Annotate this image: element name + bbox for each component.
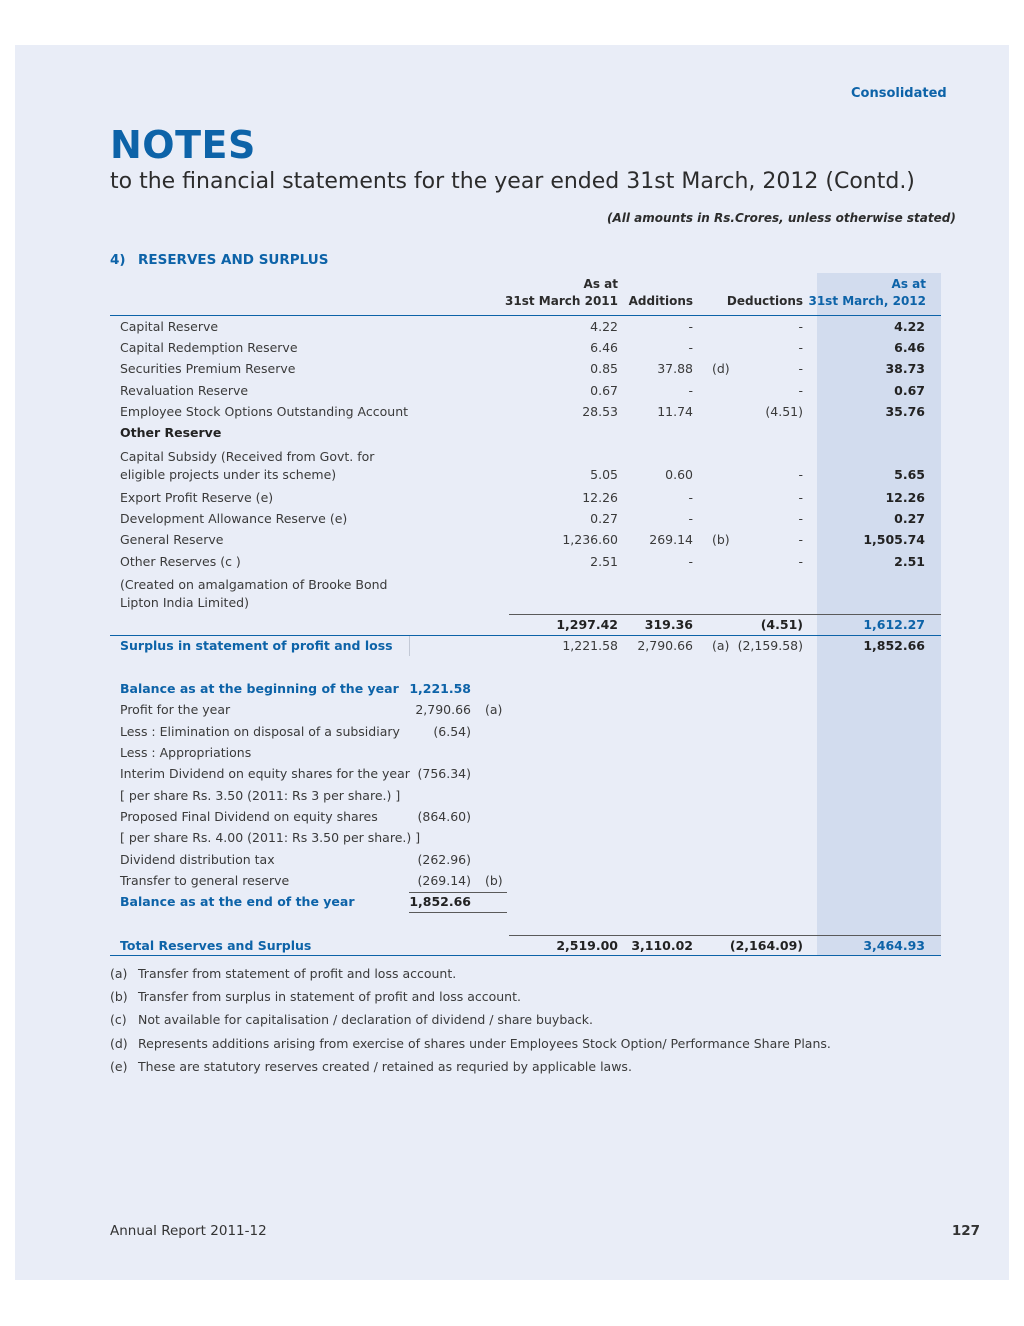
footnote — [110, 1059, 632, 1074]
total-bottom-rule — [110, 955, 941, 956]
footnote-text: These are statutory reserves created / retained as requried by applicable laws. — [138, 1059, 632, 1074]
footnote-text: Not available for capitalisation / declaration of dividend / share buyback. — [138, 1012, 593, 1027]
row-reference: (b) — [712, 532, 730, 547]
row-deductions: - — [798, 490, 803, 505]
breakdown-reference: (a) — [485, 702, 503, 717]
total-row — [110, 936, 940, 956]
section-number: 4) — [110, 252, 126, 268]
row-deductions: - — [798, 319, 803, 334]
breakdown-description: Dividend distribution tax — [120, 852, 275, 867]
surplus-row — [110, 636, 940, 656]
row-description-line: (Created on amalgamation of Brooke Bond — [120, 577, 388, 592]
row-description-line: Development Allowance Reserve (e) — [120, 511, 348, 526]
row-description — [120, 338, 298, 358]
row-description-line: Securities Premium Reserve — [120, 361, 296, 376]
section-title: RESERVES AND SURPLUS — [138, 252, 329, 268]
breakdown-row — [110, 786, 940, 806]
breakdown-description: Profit for the year — [120, 702, 231, 717]
breakdown-reference: (b) — [485, 873, 503, 888]
row-description-line: Revaluation Reserve — [120, 383, 249, 398]
breakdown-description: Less : Elimination on disposal of a subsidiary — [120, 724, 400, 739]
footer-report-title: Annual Report 2011-12 — [110, 1223, 267, 1239]
row-additions: 269.14 — [649, 532, 693, 547]
row-opening: 2.51 — [590, 554, 618, 569]
row-closing: 0.27 — [894, 511, 925, 526]
table-row — [110, 423, 940, 443]
row-additions: - — [688, 511, 693, 526]
row-description-line: Capital Redemption Reserve — [120, 340, 298, 355]
row-opening: 0.67 — [590, 383, 618, 398]
footnote-text: Transfer from surplus in statement of profit and loss account. — [138, 989, 521, 1004]
row-deductions: - — [798, 467, 803, 482]
subtotal-row — [110, 615, 940, 635]
surplus-reference: (a) — [712, 638, 730, 653]
total-label: Total Reserves and Surplus — [120, 938, 312, 953]
row-opening: 28.53 — [582, 404, 618, 419]
page-title: NOTES — [110, 123, 256, 167]
surplus-deductions: (2,159.58) — [737, 638, 803, 653]
total-additions: 3,110.02 — [631, 938, 693, 953]
row-description-line: General Reserve — [120, 532, 224, 547]
breakdown-row — [110, 871, 940, 891]
row-deductions: - — [798, 511, 803, 526]
table-row — [110, 381, 940, 401]
subtotal-closing: 1,612.27 — [863, 617, 925, 632]
footnote-key: (b) — [110, 989, 128, 1004]
row-deductions: - — [798, 383, 803, 398]
breakdown-value: 1,221.58 — [409, 681, 471, 696]
breakdown-description: Proposed Final Dividend on equity shares — [120, 809, 378, 824]
row-deductions: - — [798, 554, 803, 569]
footnote — [110, 989, 521, 1004]
footnote-key: (d) — [110, 1036, 128, 1051]
header-additions: Additions — [628, 294, 693, 308]
breakdown-rule-top — [409, 892, 507, 893]
consolidated-label: Consolidated — [851, 86, 947, 101]
breakdown-description: [ per share Rs. 4.00 (2011: Rs 3.50 per share.) ] — [120, 830, 421, 845]
table-row — [110, 448, 940, 486]
row-opening: 0.27 — [590, 511, 618, 526]
subtotal-opening: 1,297.42 — [556, 617, 618, 632]
row-opening: 0.85 — [590, 361, 618, 376]
breakdown-value: (6.54) — [433, 724, 471, 739]
footnote-text: Transfer from statement of profit and loss account. — [138, 966, 457, 981]
row-closing: 5.65 — [894, 467, 925, 482]
row-description — [120, 530, 223, 550]
page-number: 127 — [951, 1223, 980, 1239]
row-additions: - — [688, 554, 693, 569]
breakdown-row — [110, 743, 940, 763]
breakdown-description: Balance as at the beginning of the year — [120, 681, 399, 696]
row-deductions: - — [798, 361, 803, 376]
row-opening: 12.26 — [582, 490, 618, 505]
table-row — [110, 359, 940, 379]
breakdown-value: (864.60) — [417, 809, 471, 824]
breakdown-rule-bottom — [409, 912, 507, 913]
subtotal-deductions: (4.51) — [760, 617, 803, 632]
row-reference: (d) — [712, 361, 730, 376]
breakdown-description: Balance as at the end of the year — [120, 894, 355, 909]
row-description-line: Employee Stock Options Outstanding Account — [120, 404, 409, 419]
total-deductions: (2,164.09) — [729, 938, 803, 953]
breakdown-row — [110, 892, 940, 912]
row-additions: - — [688, 340, 693, 355]
breakdown-row — [110, 764, 940, 784]
footnote — [110, 966, 456, 981]
surplus-closing: 1,852.66 — [863, 638, 925, 653]
footnote-key: (e) — [110, 1059, 128, 1074]
section-heading — [110, 252, 328, 268]
table-row — [110, 552, 940, 572]
row-additions: 11.74 — [657, 404, 693, 419]
table-row — [110, 402, 940, 422]
row-description — [120, 381, 248, 401]
row-description — [120, 402, 408, 422]
breakdown-value: 1,852.66 — [409, 894, 471, 909]
table-row — [110, 317, 940, 337]
footnote — [110, 1012, 593, 1027]
surplus-top-rule — [110, 635, 941, 636]
surplus-label: Surplus in statement of profit and loss — [120, 638, 393, 653]
header-rule — [110, 315, 941, 316]
row-description — [120, 509, 347, 529]
row-description-line: eligible projects under its scheme) — [120, 467, 337, 482]
page-subtitle: to the financial statements for the year ended 31st March, 2012 (Contd.) — [110, 169, 915, 194]
surplus-additions: 2,790.66 — [637, 638, 693, 653]
header-closing-line2: 31st March, 2012 — [808, 294, 926, 308]
surplus-divider — [409, 636, 410, 656]
breakdown-value: (756.34) — [417, 766, 471, 781]
table-row — [110, 576, 940, 614]
header-closing-line1: As at — [891, 277, 926, 291]
row-opening: 4.22 — [590, 319, 618, 334]
row-description-line: Capital Reserve — [120, 319, 219, 334]
table-row — [110, 488, 940, 508]
row-description-line: Lipton India Limited) — [120, 595, 249, 610]
row-opening: 6.46 — [590, 340, 618, 355]
row-description-line: Other Reserve — [120, 425, 222, 440]
row-description — [120, 576, 387, 612]
header-closing — [805, 276, 926, 310]
breakdown-description: Transfer to general reserve — [120, 873, 290, 888]
row-deductions: - — [798, 340, 803, 355]
row-deductions: (4.51) — [765, 404, 803, 419]
footnote-key: (c) — [110, 1012, 127, 1027]
row-opening: 5.05 — [590, 467, 618, 482]
header-opening — [485, 276, 618, 310]
footnote — [110, 1036, 831, 1051]
row-additions: - — [688, 490, 693, 505]
report-page — [15, 45, 1009, 1280]
breakdown-description: Interim Dividend on equity shares for the year — [120, 766, 410, 781]
breakdown-value: (262.96) — [417, 852, 471, 867]
amounts-note: (All amounts in Rs.Crores, unless otherwise stated) — [607, 211, 956, 225]
row-description-line: Export Profit Reserve (e) — [120, 490, 274, 505]
breakdown-description: [ per share Rs. 3.50 (2011: Rs 3 per share.) ] — [120, 788, 401, 803]
breakdown-row — [110, 828, 940, 848]
row-description — [120, 552, 241, 572]
row-additions: - — [688, 383, 693, 398]
row-description — [120, 488, 273, 508]
row-description — [120, 448, 374, 484]
breakdown-row — [110, 850, 940, 870]
row-additions: - — [688, 319, 693, 334]
footnote-text: Represents additions arising from exercise of shares under Employees Stock Option/ Performance Share Plans. — [138, 1036, 831, 1051]
total-opening: 2,519.00 — [556, 938, 618, 953]
row-closing: 38.73 — [885, 361, 925, 376]
total-closing: 3,464.93 — [863, 938, 925, 953]
header-deductions: Deductions — [726, 294, 803, 308]
row-closing: 1,505.74 — [863, 532, 925, 547]
row-closing: 2.51 — [894, 554, 925, 569]
subtotal-additions: 319.36 — [644, 617, 693, 632]
row-description — [120, 317, 218, 337]
breakdown-row — [110, 807, 940, 827]
row-description — [120, 359, 295, 379]
breakdown-row — [110, 679, 940, 699]
row-closing: 12.26 — [885, 490, 925, 505]
breakdown-row — [110, 722, 940, 742]
header-opening-line1: As at — [583, 277, 618, 291]
row-opening: 1,236.60 — [562, 532, 618, 547]
row-description-line: Other Reserves (c ) — [120, 554, 241, 569]
breakdown-row — [110, 700, 940, 720]
table-row — [110, 338, 940, 358]
row-closing: 0.67 — [894, 383, 925, 398]
table-row — [110, 530, 940, 550]
subtotal-rule — [509, 614, 941, 615]
breakdown-value: (269.14) — [417, 873, 471, 888]
breakdown-value: 2,790.66 — [415, 702, 471, 717]
row-description — [120, 423, 221, 443]
row-additions: 0.60 — [665, 467, 693, 482]
breakdown-description: Less : Appropriations — [120, 745, 252, 760]
row-closing: 35.76 — [885, 404, 925, 419]
table-row — [110, 509, 940, 529]
surplus-opening: 1,221.58 — [562, 638, 618, 653]
row-additions: 37.88 — [657, 361, 693, 376]
row-closing: 4.22 — [894, 319, 925, 334]
row-deductions: - — [798, 532, 803, 547]
row-closing: 6.46 — [894, 340, 925, 355]
row-description-line: Capital Subsidy (Received from Govt. for — [120, 449, 375, 464]
header-opening-line2: 31st March 2011 — [505, 294, 618, 308]
footnote-key: (a) — [110, 966, 128, 981]
